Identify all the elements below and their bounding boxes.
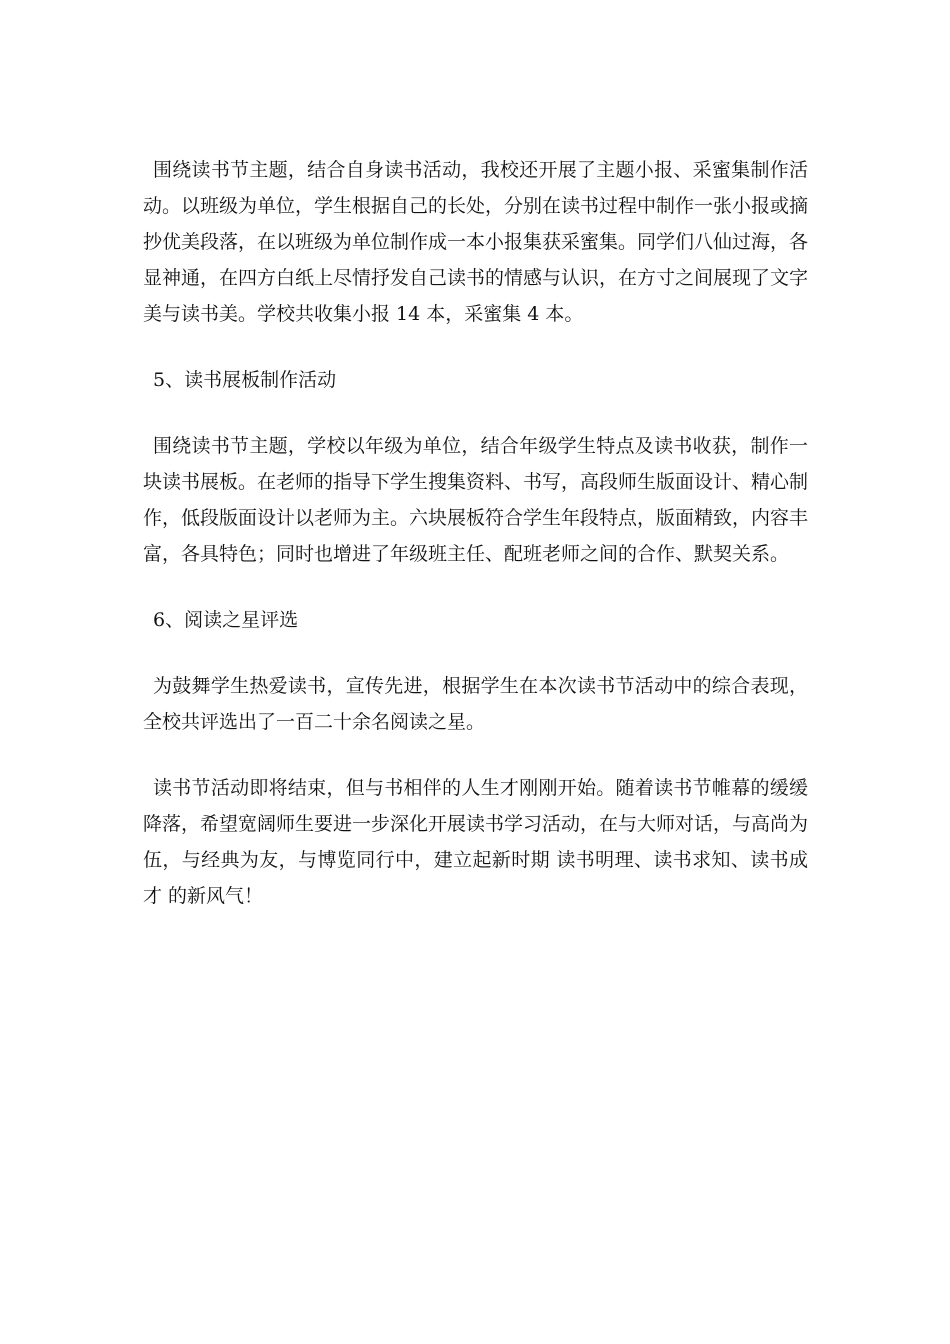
paragraph-display-board: 围绕读书节主题，学校以年级为单位，结合年级学生特点及读书收获，制作一块读书展板。在老师的指导下学生搜集资料、书写，高段师生版面设计、精心制作，低段版面设计以老师为主。六块展板符合学生年段特点，版面精致，内容丰富，各具特色；同时也增进了年级班主任、配班老师之间的合作、默契关系。 <box>143 435 809 565</box>
paragraph-reading-star: 为鼓舞学生热爱读书，宣传先进，根据学生在本次读书节活动中的综合表现，全校共评选出了一百二十余名阅读之星。 <box>143 675 808 733</box>
section-heading-reading-star: 6、阅读之星评选 <box>153 609 299 631</box>
paragraph-theme-newspaper: 围绕读书节主题，结合自身读书活动，我校还开展了主题小报、采蜜集制作活动。以班级为单位，学生根据自己的长处，分别在读书过程中制作一张小报或摘抄优美段落，在以班级为单位制作成一本小报集获采蜜集。同学们八仙过海，各显神通，在四方白纸上尽情抒发自己读书的情感与认识，在方寸之间展现了文字美与读书美。学校共收集小报 14 本，采蜜集 4 本。 <box>143 159 809 325</box>
paragraph-conclusion: 读书节活动即将结束，但与书相伴的人生才刚刚开始。随着读书节帷幕的缓缓降落，希望宽阔师生要进一步深化开展读书学习活动，在与大师对话，与高尚为伍，与经典为友，与博览同行中，建立起新时期 读书明理、读书求知、读书成才 的新风气！ <box>143 777 809 907</box>
document-body <box>143 152 808 944</box>
section-heading-display-board: 5、读书展板制作活动 <box>153 369 337 391</box>
